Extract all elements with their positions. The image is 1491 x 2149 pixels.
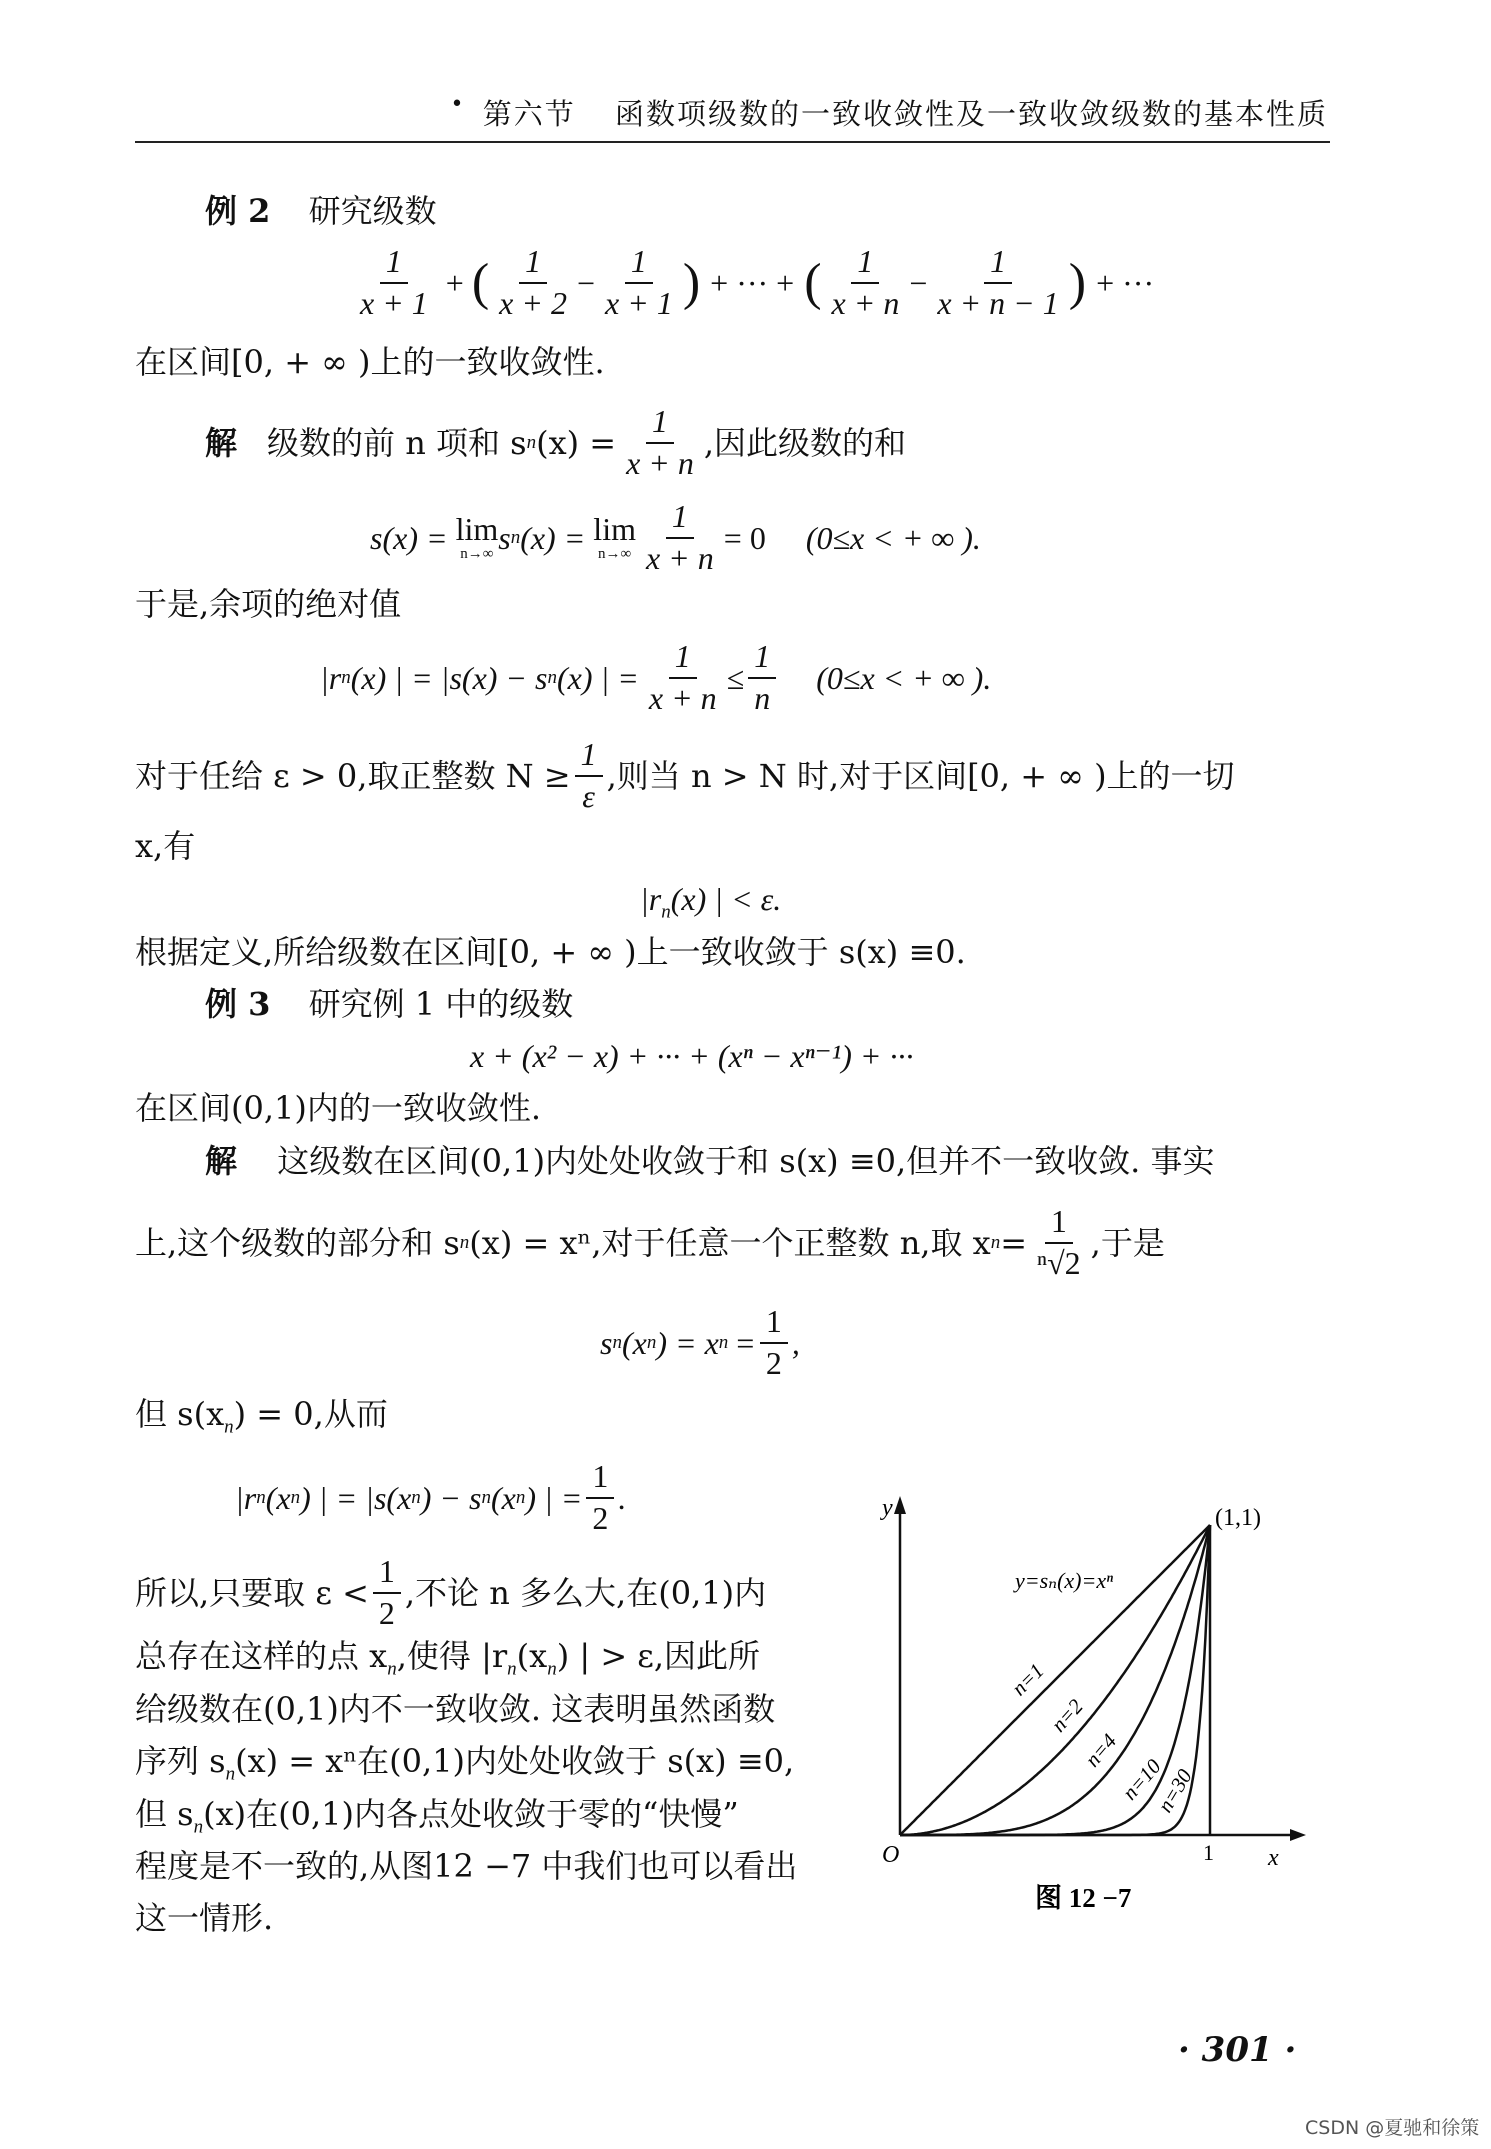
example3-interval: 在区间(0,1)内的一致收敛性.	[135, 1089, 542, 1127]
sol2a: 上,这个级数的部分和 s	[135, 1223, 460, 1262]
frac-den: 2	[378, 1594, 395, 1631]
subscript-n: n	[224, 1416, 234, 1438]
p1a: 所以,只要取 ε <	[135, 1573, 369, 1612]
sol2b: (x) = xⁿ,对于任意一个正整数 n,取 x	[469, 1223, 991, 1262]
eps-line-a: 对于任给 ε > 0,取正整数 N ≥	[135, 756, 571, 795]
x-axis-label: x	[1268, 1845, 1279, 1871]
solution-text2: (x) =	[536, 423, 617, 462]
subscript-n: n	[547, 667, 557, 689]
curve-label-n-30: n=30	[1152, 1764, 1197, 1817]
frac-num: 1	[380, 245, 408, 284]
eq2-g: .	[618, 1479, 627, 1516]
eq1-e: =	[734, 1324, 756, 1361]
eq2-c: ) | = |s(x	[300, 1479, 412, 1516]
subscript-n: n	[526, 432, 537, 454]
example3-heading	[205, 985, 574, 1023]
subscript-n: n	[341, 667, 351, 689]
x-axis-arrow-icon	[1290, 1829, 1306, 1841]
subscript-n: n	[646, 1332, 657, 1354]
example3-solution-line2	[135, 1205, 1165, 1280]
xn-equation	[600, 1305, 800, 1380]
lim-word: lim	[455, 511, 499, 548]
limit-range: (0≤x < + ∞ ).	[805, 519, 981, 556]
ineq-b: (x) | < ε.	[670, 881, 782, 917]
example2-intro: 研究级数	[308, 192, 437, 230]
subscript-n: n	[510, 527, 521, 549]
example2-interval: 在区间[0, + ∞ )上的一致收敛性.	[135, 343, 605, 381]
subscript-n: n	[256, 1487, 266, 1509]
eq2-b: (x	[265, 1479, 291, 1516]
header-title: 函数项级数的一致收敛性及一致收敛级数的基本性质	[614, 97, 1328, 131]
example2-heading	[205, 192, 437, 230]
ineq-a: |r	[640, 881, 662, 917]
frac-num: 1	[625, 245, 653, 284]
subscript-n: n	[718, 1332, 729, 1354]
subscript-n: n	[411, 1487, 421, 1509]
but-line	[135, 1395, 388, 1438]
frac-den: x + n	[626, 444, 694, 481]
series-tail: + ···	[1096, 264, 1155, 301]
example3-series: x + (x² − x) + ··· + (xⁿ − xⁿ⁻¹) + ···	[470, 1038, 914, 1074]
limit-lhs: s(x) =	[370, 519, 448, 556]
figure-caption: 图 12 −7	[1035, 1883, 1132, 1913]
subscript-n: n	[507, 1658, 517, 1680]
curve-label-n-10: n=10	[1117, 1754, 1166, 1805]
lim-word: lim	[593, 511, 636, 548]
frac-den: x + n − 1	[937, 284, 1059, 321]
solution-text: 级数的前 n 项和 s	[267, 423, 527, 462]
subscript-n: n	[459, 1232, 470, 1254]
frac-num: 1	[984, 245, 1012, 284]
eq2-f: ) | =	[525, 1479, 583, 1516]
example2-conclusion: 根据定义,所给级数在区间[0, + ∞ )上一致收敛于 s(x) ≡0.	[135, 933, 966, 971]
sol2d: ,于是	[1090, 1223, 1165, 1262]
abs-xn-equation	[235, 1460, 626, 1535]
solution-label: 解	[205, 423, 238, 462]
but-text2: ) = 0,从而	[233, 1395, 388, 1433]
subscript-n: n	[990, 1232, 1001, 1254]
frac-den: ε	[582, 777, 595, 814]
frac-num: 1	[519, 245, 547, 284]
limit-equation	[370, 500, 981, 575]
example3-solution-line1	[205, 1142, 1215, 1180]
subscript-n: n	[661, 901, 671, 923]
example2-series: $\frac{1}{x + 1}$ + ( $\frac{1}{x + 2}$ − $\frac{1}{x + 1}$ ) + ··· + ( $\frac{1}{x + n}$ − $\frac{1}{x + n - 1}$ ) + ···	[350, 245, 1154, 320]
x-have: x,有	[135, 827, 196, 865]
solution-label: 解	[205, 1142, 238, 1180]
p5: 但 s	[135, 1795, 194, 1833]
frac-den: ⁿ√2	[1037, 1244, 1081, 1281]
abs-range: (0≤x < + ∞ ).	[816, 659, 992, 696]
example2-label: 例 2	[205, 192, 271, 230]
p2c: (x	[516, 1637, 548, 1675]
header-section: 第六节	[482, 97, 576, 131]
frac-den: x + n	[645, 539, 714, 576]
eq1-a: s	[600, 1324, 613, 1361]
lim-sub: n→∞	[460, 546, 494, 563]
abs-lhs3: (x) | =	[556, 659, 639, 696]
page-number: · 301 ·	[1178, 2030, 1297, 2070]
lim-sub: n→∞	[598, 546, 632, 563]
para-line4	[135, 1742, 795, 1785]
point-label: (1,1)	[1215, 1505, 1261, 1531]
frac-den: x + 2	[499, 284, 567, 321]
para-line6: 程度是不一致的,从图12 −7 中我们也可以看出	[135, 1847, 798, 1885]
curve-formula-label: y=sₙ(x)=xⁿ	[1015, 1568, 1114, 1593]
frac-num: 1	[646, 405, 674, 444]
abs-inequality	[640, 883, 781, 921]
subscript-n: n	[612, 1332, 622, 1354]
frac-num: 1	[1045, 1205, 1073, 1244]
curve-label-n-2: n=2	[1046, 1694, 1088, 1737]
frac-num: 1	[760, 1305, 788, 1344]
watermark: CSDN @夏驰和徐策	[1305, 2117, 1480, 2139]
running-header	[451, 92, 1328, 133]
solution-tail: ,因此级数的和	[703, 423, 907, 462]
subscript-n: n	[193, 1816, 204, 1838]
epsilon-line	[135, 738, 1235, 813]
subscript-n: n	[515, 1487, 526, 1509]
abs-remainder-equation	[320, 640, 991, 715]
p1b: ,不论 n 多么大,在(0,1)内	[404, 1573, 767, 1612]
eq2-a: |r	[235, 1479, 257, 1516]
remainder-intro: 于是,余项的绝对值	[135, 585, 402, 623]
frac-den: n	[754, 679, 771, 716]
subscript-n: n	[481, 1487, 491, 1509]
frac-num: 1	[748, 640, 776, 679]
header-rule	[135, 141, 1330, 143]
abs-lhs: |r	[320, 659, 342, 696]
p2: 总存在这样的点 x	[135, 1637, 388, 1675]
but-text: 但 s(x	[135, 1395, 225, 1433]
abs-lhs2: (x) | = |s(x) − s	[350, 659, 548, 696]
frac-den: 2	[765, 1344, 782, 1381]
header-dot: •	[450, 92, 466, 117]
solution-line1-text: 这级数在区间(0,1)内处处收敛于和 s(x) ≡0,但并不一致收敛. 事实	[277, 1142, 1215, 1180]
example3-label: 例 3	[205, 985, 271, 1023]
frac-num: 1	[669, 640, 697, 679]
sol2c: =	[1000, 1223, 1028, 1262]
subscript-n: n	[547, 1658, 557, 1680]
curve-label-n-4: n=4	[1080, 1729, 1122, 1772]
eq1-c: ) = x	[656, 1324, 719, 1361]
para-line3: 给级数在(0,1)内不一致收敛. 这表明虽然函数	[135, 1690, 776, 1728]
frac-den: 2	[592, 1499, 609, 1536]
eq2-e: (x	[490, 1479, 516, 1516]
eps-line-b: ,则当 n > N 时,对于区间[0, + ∞ )上的一切	[606, 756, 1235, 795]
example2-solution	[205, 405, 906, 480]
subscript-n: n	[290, 1487, 301, 1509]
frac-den: x + n	[831, 284, 900, 321]
para-line1	[135, 1555, 766, 1630]
para-line5	[135, 1795, 739, 1838]
eq2-d: ) − s	[420, 1479, 482, 1516]
p5b: (x)在(0,1)内各点处收敛于零的“快慢”	[203, 1795, 739, 1833]
p4b: (x) = xⁿ在(0,1)内处处收敛于 s(x) ≡0,	[235, 1742, 795, 1780]
limit-rhs: = 0	[723, 519, 766, 556]
p2b: ,使得 |r	[396, 1637, 508, 1675]
frac-num: 1	[373, 1555, 401, 1594]
eq1-f: ,	[791, 1324, 800, 1361]
sn-arg: (x) =	[520, 519, 586, 556]
para-line2	[135, 1637, 761, 1680]
subscript-n: n	[225, 1763, 236, 1785]
p4a: 序列 s	[135, 1742, 226, 1780]
example3-intro: 研究例 1 中的级数	[308, 985, 574, 1023]
tick-one-label: 1	[1203, 1840, 1214, 1865]
para-line7: 这一情形.	[135, 1899, 274, 1937]
curve-label-n-1: n=1	[1006, 1658, 1049, 1701]
frac-num: 1	[586, 1460, 614, 1499]
y-axis-arrow-icon	[894, 1496, 906, 1514]
frac-den: x + 1	[605, 284, 673, 321]
eq1-b: (x	[621, 1324, 647, 1361]
frac-num: 1	[575, 738, 603, 777]
frac-den: x + n	[648, 679, 717, 716]
origin-label: O	[882, 1842, 900, 1868]
s-symbol: s	[498, 519, 511, 556]
frac-num: 1	[666, 500, 694, 539]
frac-num: 1	[851, 245, 879, 284]
figure-12-7	[860, 1480, 1320, 1930]
p2d: ) | > ε,因此所	[556, 1637, 761, 1675]
y-axis-label: y	[882, 1495, 893, 1521]
frac-den: x + 1	[360, 284, 428, 321]
series-dots: + ··· +	[710, 264, 795, 301]
subscript-n: n	[387, 1658, 397, 1680]
leq: ≤	[726, 659, 745, 696]
